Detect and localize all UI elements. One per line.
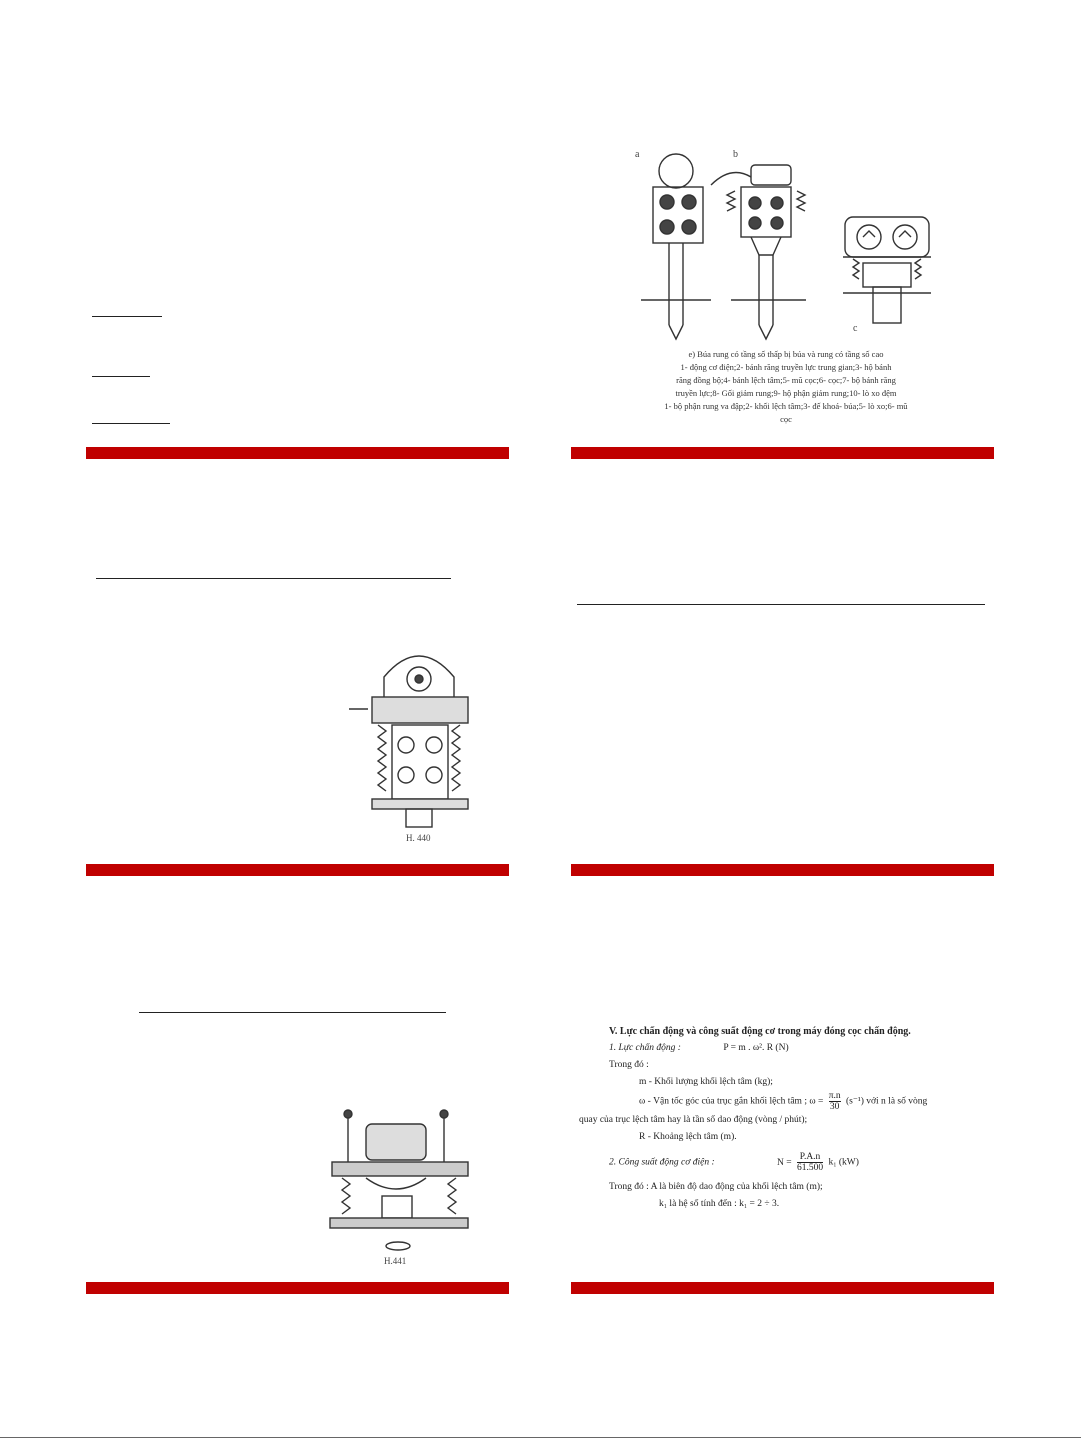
caption-line: truyền lực;8- Gối giảm rung;9- hộ phận giảm rung;10- lò xo đệm [675,388,897,398]
slide-3-title-underline [96,578,451,579]
item2-title: 2. Công suất động cơ điện : [609,1157,715,1168]
caption-line: e) Búa rung có tầng số thấp bị búa và rung có tầng số cao [688,349,884,359]
vibration-force-formula-block [579,1023,994,1213]
item2-tail: k₁ (kW) [828,1157,859,1168]
slide-5 [86,895,509,1295]
item1-row [609,1040,994,1057]
slide-4-footer-bar [571,864,994,876]
slide-6 [571,895,994,1295]
where2-text: Trong đó : A là biên độ dao động của khối lệch tâm (m); [609,1182,823,1192]
figure-caption [611,348,961,426]
slide-1 [86,60,509,460]
power-fraction [797,1152,823,1173]
caption-line: răng đồng bộ;4- bánh lệch tâm;5- mũ cọc;6- cọc;7- bộ bánh răng [676,375,896,385]
item1-title: 1. Lực chấn động : [609,1043,681,1053]
def-omega-row [639,1091,994,1112]
omega-fraction [829,1091,841,1112]
power-num: P.A.n [797,1152,823,1163]
slide-3 [86,477,509,877]
slide-1-footer-bar [86,447,509,459]
vibro-hammer-h440 [344,637,494,847]
omega-num: π.n [828,1091,841,1101]
slide-1-underline-2 [92,376,150,377]
section-heading: V. Lực chấn động và công suất động cơ trong máy đóng cọc chấn động. [609,1026,911,1037]
fig-label-h440: H. 440 [406,833,431,843]
slide-1-underline-3 [92,423,170,424]
vibro-hammer-diagram [631,145,961,345]
slide-2-footer-bar [571,447,994,459]
item1-formula: P = m . ω². R (N) [723,1043,789,1053]
slide-5-footer-bar [86,1282,509,1294]
def-k-text: k₁ là hệ số tính đến : k₁ = 2 ÷ 3. [659,1199,780,1209]
omega-tail: (s⁻¹) với n là số vòng [846,1096,928,1107]
def-omega-text: ω - Vận tốc góc của trục gắn khối lệch tâm ; ω = [639,1096,824,1107]
item2-lhs: N = [776,1157,792,1168]
vibro-hammer-h441 [326,1100,476,1270]
slide-3-footer-bar [86,864,509,876]
caption-line: cọc [780,414,792,424]
power-den: 61.500 [796,1163,824,1173]
where1-text: Trong đó : [609,1060,649,1070]
page-bottom-rule [0,1437,1081,1438]
def-r-text: R - Khoảng lệch tâm (m). [639,1132,737,1142]
slide-6-footer-bar [571,1282,994,1294]
fig-label-h441: H.441 [384,1256,407,1266]
fig-label-a: a [635,149,640,160]
caption-line: 1- động cơ điện;2- bánh răng truyền lực trung gian;3- hộ bánh [680,362,892,372]
omega-continued: quay của trục lệch tâm hay là tần số dao động (vòng / phút); [579,1115,808,1125]
slide-1-underline-1 [92,316,162,317]
slide-4-title-underline [577,604,985,605]
slide-5-title-underline [139,1012,446,1013]
omega-den: 30 [829,1102,840,1112]
slide-4 [571,477,994,877]
fig-label-b: b [733,149,738,160]
caption-line: 1- bộ phận rung va đập;2- khối lệch tâm;3- đế khoá- búa;5- lò xo;6- mũ [664,401,908,411]
item2-row [609,1152,994,1173]
def-m-text: m - Khối lượng khối lệch tâm (kg); [639,1077,773,1087]
fig-label-c: c [853,323,858,334]
slide-2 [571,60,994,460]
